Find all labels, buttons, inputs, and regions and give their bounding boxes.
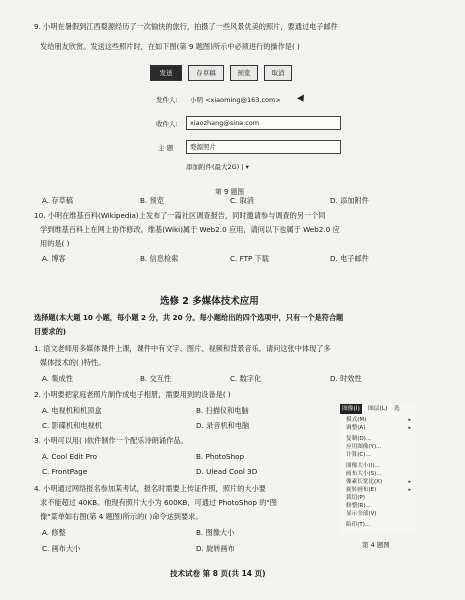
q10-option-d: D. 电子邮件 bbox=[330, 254, 369, 263]
q10-option-a: A. 博客 bbox=[42, 254, 66, 263]
mq4-line3: 像"菜单如右图(第 4 题图)所示的( )命令达到要求。 bbox=[40, 512, 203, 521]
menu-item-mode: 模式(M) bbox=[346, 417, 367, 423]
q9-option-a: A. 存草稿 bbox=[42, 196, 73, 205]
submenu-arrow-icon: ▸ bbox=[408, 479, 411, 485]
mq3-line1: 3. 小明可以用( )软件制作一个配乐诗朗诵作品。 bbox=[34, 436, 188, 445]
mq3-option-d: D. Ulead Cool 3D bbox=[196, 467, 258, 476]
mq3-option-a: A. Cool Edit Pro bbox=[42, 452, 98, 461]
preview-button: 预览 bbox=[230, 65, 258, 81]
menu-item-duplicate: 复制(D)... bbox=[346, 436, 372, 442]
mq2-line1: 2. 小明要把家庭老照片制作成电子相册，需要用到的设备是( ) bbox=[34, 390, 231, 399]
from-label: 发件人: bbox=[156, 96, 178, 104]
mq4-option-c: C. 画布大小 bbox=[42, 544, 81, 553]
page-footer: 技术试卷 第 8 页(共 14 页) bbox=[170, 569, 266, 578]
email-compose-figure bbox=[150, 65, 410, 183]
q10-line1: 10. 小明在维基百科(Wikipedia)上发布了一篇社区调查报告，同时邀请参与调查的另一个同 bbox=[34, 211, 326, 220]
q10-line3: 用的是( ) bbox=[40, 239, 70, 248]
q9-caption: 第 9 题图 bbox=[215, 188, 245, 196]
mq3-option-b: B. PhotoShop bbox=[196, 452, 245, 461]
menu-item-canvas-size: 画布大小(S)... bbox=[346, 471, 382, 477]
mq4-option-a: A. 修整 bbox=[42, 528, 66, 537]
submenu-arrow-icon: ▸ bbox=[408, 425, 411, 431]
menu-item-crop: 裁切(P) bbox=[346, 495, 365, 501]
section-instructions-line2: 目要求的) bbox=[34, 327, 67, 336]
save-draft-button: 存草稿 bbox=[188, 65, 224, 81]
menu-tab-layer: 图层(L) bbox=[368, 406, 388, 412]
q9-line1: 9. 小明在暑假到江西婺源经历了一次愉快的旅行，拍摄了一些风景优美的照片，要通过电子邮件 bbox=[34, 22, 338, 31]
mq4-line2: 求不能超过 40KB。他现有照片大小为 600KB，可通过 PhotoShop 的"图 bbox=[40, 498, 277, 507]
menu-item-trim: 修整(R)... bbox=[346, 503, 371, 509]
mq1-option-a: A. 集成性 bbox=[42, 374, 73, 383]
q9-option-d: D. 添加附件 bbox=[330, 196, 369, 205]
mq4-caption: 第 4 题图 bbox=[362, 541, 390, 549]
section-title: 选修 2 多媒体技术应用 bbox=[160, 296, 259, 307]
q9-line2: 发给朋友欣赏。发送这些照片时，在如下图(第 9 题图)所示中必须进行的操作是( ) bbox=[40, 42, 300, 51]
mq1-option-c: C. 数字化 bbox=[230, 374, 262, 383]
menu-bar bbox=[340, 404, 415, 414]
menu-item-image-size: 图像大小(I)... bbox=[346, 463, 380, 469]
attach-link: 添加附件(最大2G) | ▾ bbox=[186, 163, 249, 171]
submenu-arrow-icon: ▸ bbox=[408, 487, 411, 493]
mq4-line1: 4. 小明通过网络报名参加某考试，报名时需要上传证件照，照片的大小要 bbox=[34, 484, 266, 493]
q9-option-c: C. 取消 bbox=[230, 196, 254, 205]
mq2-option-b: B. 扫描仪和电脑 bbox=[196, 406, 249, 415]
menu-item-calculations: 计算(C)... bbox=[346, 452, 371, 458]
mq1-line2: 媒体技术的( )特性。 bbox=[40, 358, 106, 367]
menu-tab-image: 图像(I) bbox=[342, 406, 360, 412]
subject-label: 主 题 bbox=[158, 144, 174, 152]
from-value: 小明 <xiaoming@163.com> bbox=[190, 96, 281, 104]
menu-tab-select: 选 bbox=[394, 406, 400, 412]
send-button: 发送 bbox=[150, 65, 182, 81]
mouse-cursor-icon bbox=[297, 94, 307, 103]
mq1-option-d: D. 时效性 bbox=[330, 374, 362, 383]
mq2-option-d: D. 录音机和电脑 bbox=[196, 421, 250, 430]
mq1-option-b: B. 交互性 bbox=[140, 374, 172, 383]
mq4-option-b: B. 图像大小 bbox=[196, 528, 235, 537]
q10-option-c: C. FTP 下载 bbox=[230, 254, 269, 263]
menu-item-reveal-all: 显示全部(V) bbox=[346, 511, 377, 517]
menu-item-apply-image: 应用图像(Y)... bbox=[346, 444, 382, 450]
to-field: xiaozhang@sina.com bbox=[186, 116, 341, 130]
q9-option-b: B. 预览 bbox=[140, 196, 164, 205]
menu-item-pixel-aspect: 像素长宽比(X) bbox=[346, 479, 383, 485]
q10-line2: 学到维基百科上在网上协作修改。维基(Wiki)属于 Web2.0 应用，请问以下也属于 Web2.0 应 bbox=[40, 225, 340, 234]
section-instructions-line1: 选择题(本大题 10 小题，每小题 2 分，共 20 分。每小题给出的四个选项中，只有一个是符合题 bbox=[34, 313, 344, 322]
mq4-option-d: D. 旋转画布 bbox=[196, 544, 235, 553]
image-menu-figure bbox=[340, 404, 415, 532]
mq2-option-a: A. 电视机和机顶盒 bbox=[42, 406, 102, 415]
cancel-button: 取消 bbox=[264, 65, 292, 81]
menu-item-rotate-canvas: 旋转画布(E) bbox=[346, 487, 377, 493]
mq2-option-c: C. 影碟机和电视机 bbox=[42, 421, 102, 430]
mq1-line1: 1. 语文老师用多媒体课件上课，课件中有文字、图片、视频和背景音乐。请问这张中体现了多 bbox=[34, 344, 331, 353]
menu-item-adjust: 调整(A) bbox=[346, 425, 366, 431]
q10-option-b: B. 信息检索 bbox=[140, 254, 179, 263]
menu-item-trap: 陷印(T)... bbox=[346, 522, 371, 528]
to-label: 收件人: bbox=[156, 120, 178, 128]
submenu-arrow-icon: ▸ bbox=[408, 417, 411, 423]
subject-field: 婺源照片 bbox=[186, 140, 341, 154]
mq3-option-c: C. FrontPage bbox=[42, 467, 88, 476]
